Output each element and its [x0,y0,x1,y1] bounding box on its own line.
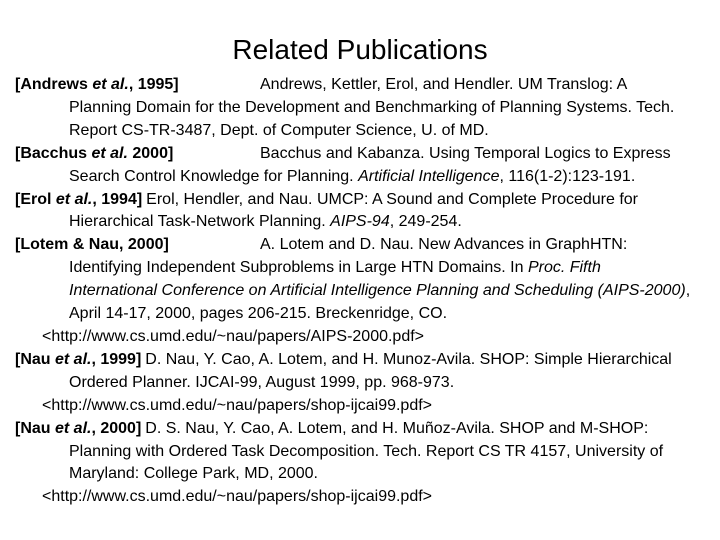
reference-nau-1999 [15,349,692,418]
reference-key: [Andrews et al., 1995] [15,76,179,93]
reference-bacchus-2000 [15,143,692,189]
reference-key: [Nau et al., 1999] [15,350,142,368]
reference-url: <http://www.cs.umd.edu/~nau/papers/shop-ijcai99.pdf> [42,396,433,414]
reference-venue: Proc. Fifth International Conference on Artificial Intelligence Planning and Scheduling (AIPS-2000) [69,259,686,300]
reference-text-tail: , 116(1-2):123-191. [499,167,636,185]
reference-text: Erol, Hendler, and Nau. UMCP: A Sound and Complete Procedure for Hierarchical Task-Network Planning. [69,190,638,231]
slide-title: Related Publications [232,34,488,65]
reference-text: A. Lotem and D. Nau. New Advances in GraphHTN: Identifying Independent Subproblems in Large HTN Domains. In [69,236,628,277]
reference-key: [Bacchus et al. 2000] [15,144,174,162]
reference-text: Bacchus and Kabanza. Using Temporal Logics to Express Search Control Knowledge for Planning. [69,144,671,185]
reference-text: D. Nau, Y. Cao, A. Lotem, and H. Munoz-Avila. SHOP: Simple Hierarchical Ordered Planner. IJCAI-99, August 1999, pp. 968-973. [69,350,672,391]
reference-list [15,74,692,509]
reference-erol-1994 [15,189,692,235]
reference-key: [Erol et al., 1994] [15,190,143,208]
reference-key: [Lotem & Nau, 2000] [15,236,169,254]
reference-url: <http://www.cs.umd.edu/~nau/papers/shop-ijcai99.pdf> [42,488,433,506]
reference-text: D. S. Nau, Y. Cao, A. Lotem, and H. Muñoz-Avila. SHOP and M-SHOP: Planning with Ordered Task Decomposition. Tech. Report CS TR 4157, University of Maryland: College Park, MD, 2000. [69,419,664,483]
reference-journal: Artificial Intelligence [358,167,500,185]
reference-andrews-1995 [15,74,692,143]
reference-text: Andrews, Kettler, Erol, and Hendler. UM Translog: A Planning Domain for the Development and Benchmarking of Planning Systems. Tech. Report CS-TR-3487, Dept. of Computer Science, U. of MD. [69,76,675,139]
reference-text-tail: , 249-254. [389,213,462,231]
reference-text-tail: , April 14-17, 2000, pages 206-215. Breckenridge, CO. [69,282,691,323]
reference-nau-2000 [15,418,692,510]
reference-lotem-nau-2000 [15,234,692,349]
reference-venue: AIPS-94 [330,213,390,231]
reference-url: <http://www.cs.umd.edu/~nau/papers/AIPS-2000.pdf> [42,327,425,345]
reference-key: [Nau et al., 2000] [15,419,142,437]
